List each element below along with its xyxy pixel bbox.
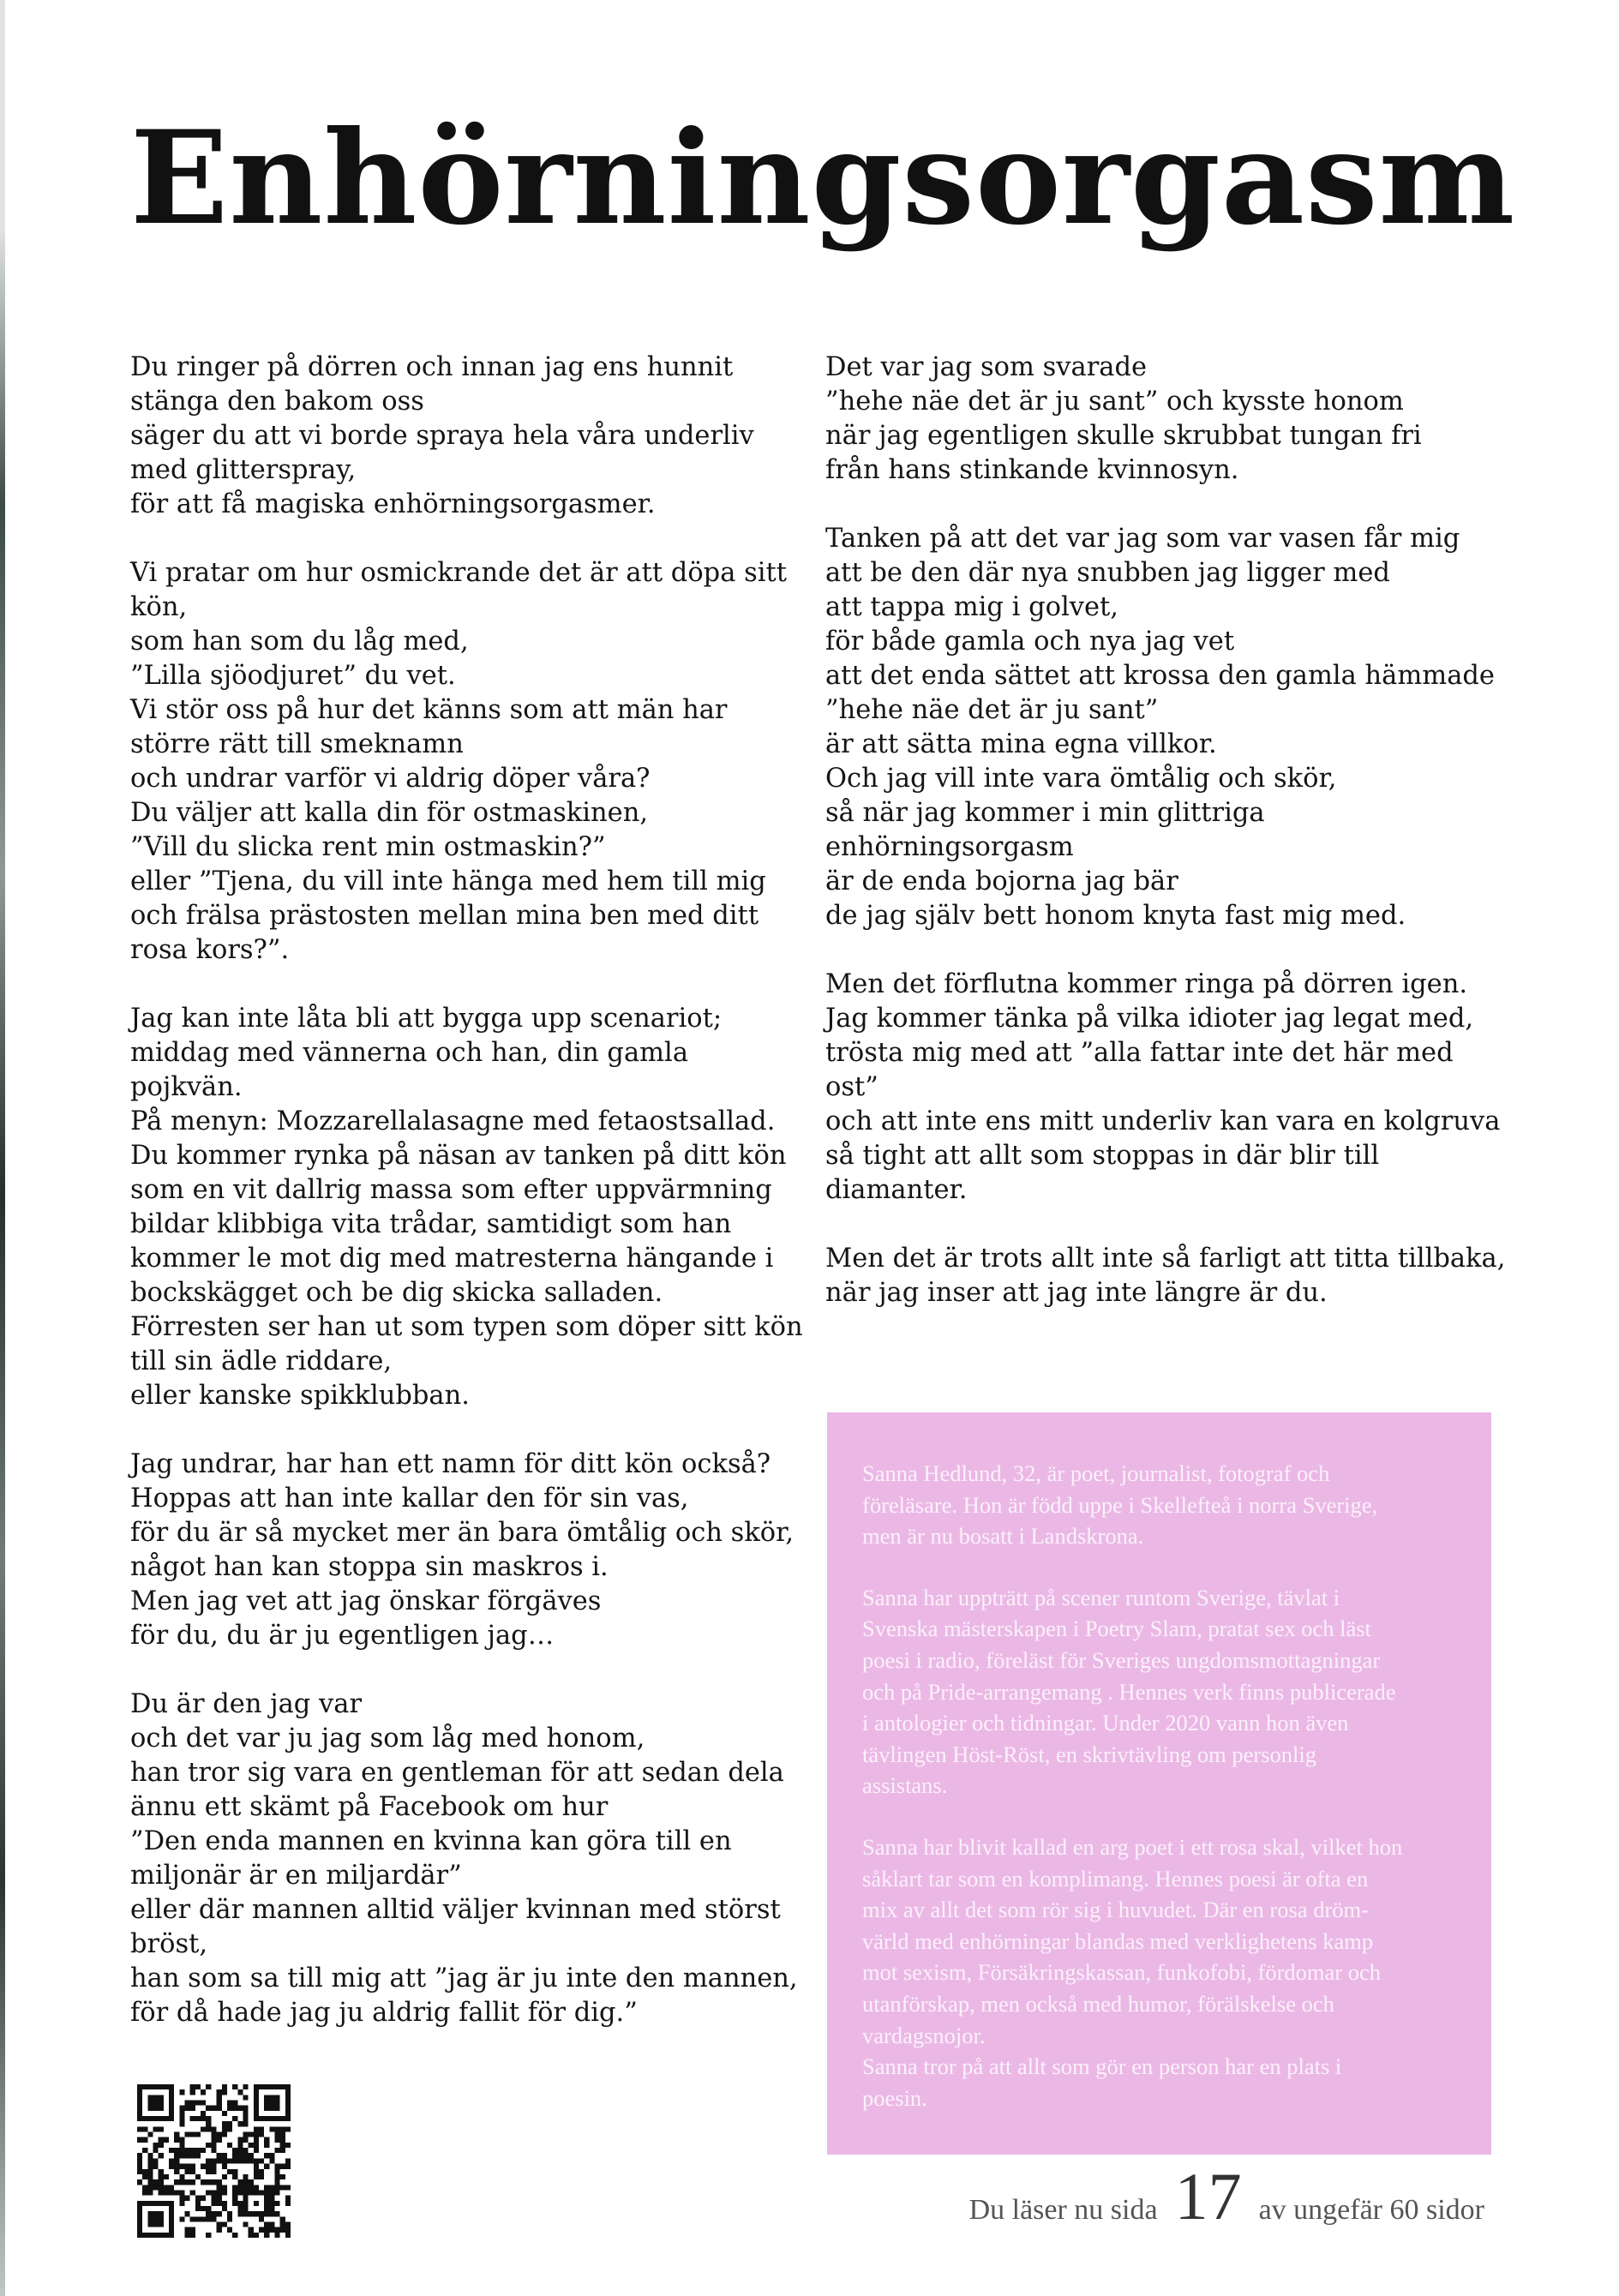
stanza: Jag undrar, har han ett namn för ditt kön också? Hoppas att han inte kallar den för sin vas, för du är så mycket mer än bara ömtålig och skör, något han kan stoppa sin maskros i. Men jag vet att jag önskar förgäves för du, du är ju egentligen jag… xyxy=(130,1449,795,1651)
left-edge-photo-strip xyxy=(0,0,5,2296)
bio-paragraph: Sanna har blivit kallad en arg poet i ett rosa skal, vilket hon såklart tar som en komplimang. Hennes poesi är ofta en mix av allt det som rör sig i huvudet. Där en rosa dröm- värld med enhörningar blandas med verklighetens kamp mot sexism, Försäkringskassan, funkofobi, fördomar och utanförskap, men också med humor, förälskelse och vardagsnojor. Sanna tror på att allt som gör en person har en plats i poesin. xyxy=(862,1833,1403,2111)
stanza: Men det förflutna kommer ringa på dörren igen. Jag kommer tänka på vilka idioter jag legat med, trösta mig med att ”alla fattar inte det här med ost” och att inte ens mitt underliv kan vara en kolgruva så tight att allt som stoppas in där blir till diamanter. xyxy=(825,969,1501,1205)
stanza: Vi pratar om hur osmickrande det är att döpa sitt kön, som han som du låg med, ”Lilla sjöodjuret” du vet. Vi stör oss på hur det känns som att män har större rätt till smeknamn och undrar varför vi aldrig döper våra? Du väljer att kalla din för ostmaskinen, ”Vill du slicka rent min ostmaskin?” eller ”Tjena, du vill inte hänga med hem till mig och frälsa prästosten mellan mina ben med ditt rosa kors?”. xyxy=(130,558,787,965)
stanza: Jag kan inte låta bli att bygga upp scenariot; middag med vännerna och han, din gamla pojkvän. På menyn: Mozzarellalasagne med fetaostsallad. Du kommer rynka på näsan av tanken på ditt kön som en vit dallrig massa som efter uppvärmning bildar klibbiga vita trådar, samtidigt som han kommer le mot dig med matresterna hängande i bockskägget och be dig skicka salladen. Förresten ser han ut som typen som döper sitt kön till sin ädle riddare, eller kanske spikklubban. xyxy=(130,1004,803,1411)
page-number: 17 xyxy=(1174,2159,1242,2233)
bio-paragraph: Sanna har uppträtt på scener runtom Sverige, tävlat i Svenska mästerskapen i Poetry Slam, pratat sex och läst poesi i radio, föreläst för Sveriges ungdomsmottagningar och på Pride-arrangemang . Hennes verk finns publicerade i antologier och tidningar. Under 2020 vann hon även tävlingen Höst-Röst, en skrivtävling om personlig assistans. xyxy=(862,1584,1396,1799)
author-bio-box xyxy=(827,1412,1491,2155)
page-indicator xyxy=(968,2159,1484,2240)
qr-code-icon[interactable] xyxy=(137,2084,291,2238)
bio-paragraph: Sanna Hedlund, 32, är poet, journalist, fotograf och föreläsare. Hon är född uppe i Skellefteå i norra Sverige, men är nu bosatt i Landskrona. xyxy=(862,1460,1378,1550)
poem-column-left xyxy=(130,351,807,2030)
poem-title: Enhörningsorgasm xyxy=(130,103,1516,254)
page-indicator-suffix: av ungefär 60 sidor xyxy=(1258,2194,1484,2226)
stanza: Det var jag som svarade ”hehe näe det är ju sant” och kysste honom när jag egentligen skulle skrubbat tungan fri från hans stinkande kvinnosyn. xyxy=(825,352,1422,485)
stanza: Men det är trots allt inte så farligt att titta tillbaka, när jag inser att jag inte längre är du. xyxy=(825,1244,1506,1308)
stanza: Du är den jag var och det var ju jag som låg med honom, han tror sig vara en gentleman för att sedan dela ännu ett skämt på Facebook om hur ”Den enda mannen en kvinna kan göra till en miljonär är en miljardär” eller där mannen alltid väljer kvinnan med störst bröst, han som sa till mig att ”jag är ju inte den mannen, för då hade jag ju aldrig fallit för dig.” xyxy=(130,1689,798,2028)
page-indicator-prefix: Du läser nu sida xyxy=(968,2194,1158,2226)
poem-column-right xyxy=(825,351,1506,1310)
stanza: Tanken på att det var jag som var vasen får mig att be den där nya snubben jag ligger med att tappa mig i golvet, för både gamla och nya jag vet att det enda sättet att krossa den gamla hämmade ”hehe näe det är ju sant” är att sätta mina egna villkor. Och jag vill inte vara ömtålig och skör, så när jag kommer i min glittriga enhörningsorgasm är de enda bojorna jag bär de jag själv bett honom knyta fast mig med. xyxy=(825,524,1495,931)
stanza: Du ringer på dörren och innan jag ens hunnit stänga den bakom oss säger du att vi borde spraya hela våra underliv med glitterspray, för att få magiska enhörningsorgasmer. xyxy=(130,352,754,519)
